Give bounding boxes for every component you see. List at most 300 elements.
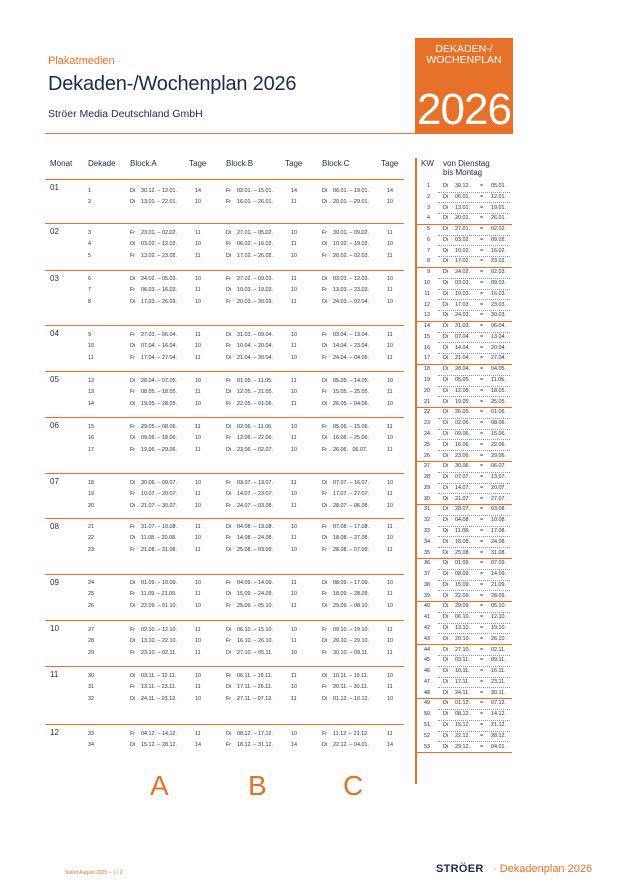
kw-row: [0, 332, 624, 343]
dekade: 24: [88, 580, 94, 586]
dekade: 2: [88, 199, 91, 206]
kw-sep: =: [480, 463, 484, 470]
kw-from: 03.03.: [455, 280, 470, 287]
block-a-range: 07.04. – 16.04.: [141, 343, 177, 350]
block-a-tage: 10: [195, 638, 201, 645]
kw-day: Di: [443, 409, 449, 416]
block-a-tage: 11: [195, 230, 201, 236]
kw-number: 44: [424, 646, 430, 653]
kw-sep: =: [480, 484, 484, 491]
dekade: 3: [88, 230, 91, 236]
block-a-tage: 14: [195, 742, 201, 749]
kw-sep: =: [480, 204, 484, 211]
block-a-range: 19.06. – 29.06.: [141, 446, 177, 453]
block-c-range: 09.10. – 19.10.: [333, 627, 369, 633]
kw-to: 30.03.: [491, 312, 506, 319]
kw-day: Di: [443, 581, 449, 588]
block-a-tage: 11: [195, 627, 201, 633]
block-b-range: 25.09. – 05.10.: [237, 602, 273, 609]
dekade: 18: [88, 480, 94, 486]
kw-to: 16.03.: [491, 290, 506, 297]
kw-to: 20.04.: [491, 344, 506, 351]
block-a-range: 06.03. – 16.03.: [141, 287, 177, 294]
kw-sep: =: [480, 409, 484, 416]
kw-to: 16.11.: [491, 668, 506, 675]
kw-sep: =: [480, 215, 484, 222]
kw-number: 28: [424, 474, 430, 481]
block-a-day: Di: [130, 742, 136, 749]
kw-row: [0, 407, 624, 418]
kw-day: Di: [443, 646, 449, 653]
kw-row: [0, 591, 624, 602]
company-name: Ströer Media Deutschland GmbH: [48, 108, 203, 120]
dekade: 7: [88, 287, 91, 294]
block-a-range: 30.12. – 12.01.: [141, 188, 177, 194]
block-c-day: Fr: [322, 354, 328, 361]
block-c-tage: 10: [387, 298, 393, 305]
block-b-day: Di: [226, 424, 232, 430]
kw-number: 22: [424, 409, 430, 416]
block-a-range: 13.02. – 23.02.: [141, 252, 177, 259]
kw-row: [0, 645, 624, 656]
kw-sep: =: [480, 538, 484, 545]
block-c-day: Di: [322, 535, 328, 542]
kw-from: 21.04.: [455, 355, 470, 362]
block-c-day: Fr: [322, 287, 328, 294]
kw-number: 25: [424, 441, 430, 448]
dekade: 1: [88, 188, 91, 194]
kw-from: 29.09.: [455, 603, 470, 610]
block-a-day: Di: [130, 343, 136, 350]
block-c-tage: 11: [387, 287, 393, 294]
dekade: 32: [88, 695, 94, 702]
block-b-range: 27.02. – 09.03.: [237, 276, 273, 282]
block-c-day: Di: [322, 298, 328, 305]
dekade: 26: [88, 602, 94, 609]
kw-number: 23: [424, 420, 430, 427]
kw-to: 19.01.: [491, 204, 506, 211]
kw-row: [0, 343, 624, 354]
month-label: 02: [50, 227, 59, 236]
block-a-range: 22.09. – 01.10.: [141, 602, 177, 609]
block-b-range: 18.12. – 31.12.: [237, 742, 273, 749]
dekade: 29: [88, 649, 94, 656]
block-c-day: Di: [322, 343, 328, 350]
kw-row: [0, 278, 624, 289]
kw-day: Di: [443, 366, 449, 373]
block-a-day: Fr: [130, 546, 136, 553]
kw-from: 22.09.: [455, 592, 470, 599]
block-b-tage: 11: [291, 535, 297, 542]
block-c-tage: 10: [387, 241, 393, 248]
block-b-day: Fr: [226, 199, 232, 206]
block-a-day: Fr: [130, 287, 136, 294]
block-c-range: 18.08. – 27.08.: [333, 535, 369, 542]
block-b-tage: 11: [291, 480, 297, 486]
kw-number: 40: [424, 603, 430, 610]
kw-to: 28.12.: [491, 732, 506, 739]
kw-sep: =: [480, 280, 484, 287]
block-c-tage: 10: [387, 400, 393, 407]
block-b-range: 15.09. – 24.09.: [237, 591, 273, 598]
kw-day: Di: [443, 430, 449, 437]
kw-day: Di: [443, 387, 449, 394]
kw-number: 13: [424, 312, 430, 319]
kw-to: 11.05.: [491, 377, 506, 384]
kw-day: Di: [443, 452, 449, 459]
kw-from: 29.12.: [455, 743, 470, 750]
kw-row: [0, 289, 624, 300]
block-a-tage: 10: [195, 695, 201, 702]
block-a-day: Di: [130, 602, 136, 609]
block-c-range: 29.09. – 08.10.: [333, 602, 369, 609]
kw-to: 18.05.: [491, 387, 506, 394]
dekade: 15: [88, 424, 94, 430]
block-a-day: Fr: [130, 627, 136, 633]
block-b-tage: 10: [291, 446, 297, 453]
block-b-range: 17.02. – 26.02.: [237, 252, 273, 259]
block-a-day: Di: [130, 580, 136, 586]
kw-month-separator: [416, 752, 512, 753]
kw-from: 14.07.: [455, 484, 470, 491]
dekade: 17: [88, 446, 94, 453]
block-c-day: Fr: [322, 230, 328, 236]
month-label: 12: [50, 728, 59, 737]
block-a-tage: 10: [195, 602, 201, 609]
block-b-tage: 10: [291, 491, 297, 498]
kw-to: 13.07.: [491, 474, 506, 481]
block-c-tage: 11: [387, 252, 393, 259]
block-a-tage: 11: [195, 491, 201, 498]
block-b-day: Di: [226, 332, 232, 338]
kw-to: 21.12.: [491, 722, 506, 728]
block-a-day: Di: [130, 400, 136, 407]
kw-to: 06.04.: [491, 323, 506, 330]
kw-sep: =: [480, 312, 484, 319]
block-b-range: 25.08. – 03.09.: [237, 546, 273, 553]
dekade: 23: [88, 546, 94, 553]
kw-sep: =: [480, 711, 484, 718]
kw-row: [0, 386, 624, 397]
block-c-range: 11.12. – 21.12.: [333, 731, 369, 737]
kw-sep: =: [480, 635, 484, 642]
kw-to: 21.09.: [491, 581, 506, 588]
block-b-tage: 11: [291, 673, 297, 679]
block-b-day: Fr: [226, 298, 232, 305]
block-b-range: 16.10. – 26.10.: [237, 638, 273, 645]
block-c-day: Fr: [322, 491, 328, 498]
block-c-range: 13.03. – 23.03.: [333, 287, 369, 294]
block-a-tage: 11: [195, 591, 201, 598]
dekade: 22: [88, 535, 94, 542]
kw-sep: =: [480, 301, 484, 308]
kw-from: 17.03.: [455, 301, 470, 308]
block-a-day: Fr: [130, 230, 136, 236]
block-c-tage: 10: [387, 480, 393, 486]
block-c-range: 20.10. – 29.10.: [333, 638, 369, 645]
block-a-tage: 11: [195, 424, 201, 430]
block-c-tage: 11: [387, 332, 393, 338]
block-c-range: 28.08. – 07.09.: [333, 546, 369, 553]
block-a-tage: 10: [195, 435, 201, 442]
kw-to: 07.12.: [491, 700, 506, 707]
block-c-tage: 10: [387, 535, 393, 542]
kw-row: [0, 235, 624, 246]
block-a-range: 23.01. – 02.02.: [141, 230, 177, 236]
block-b-tage: 10: [291, 424, 297, 430]
kw-day: Di: [443, 549, 449, 556]
kw-number: 5: [427, 226, 430, 233]
dekade: 14: [88, 400, 94, 407]
block-a-tage: 11: [195, 287, 201, 294]
kw-number: 3: [427, 204, 430, 211]
month-label: 09: [50, 578, 59, 587]
kw-day: Di: [443, 484, 449, 491]
col-header-tage-b: Tage: [285, 159, 303, 168]
block-c-range: 26.05. – 04.06.: [333, 400, 369, 407]
block-c-tage: 10: [387, 343, 393, 350]
kw-sep: =: [480, 722, 484, 728]
kw-from: 10.03.: [455, 290, 470, 297]
kw-sep: =: [480, 398, 484, 405]
kw-to: 23.11.: [491, 678, 506, 685]
block-c-tage: 11: [387, 524, 393, 530]
kw-sep: =: [480, 474, 484, 481]
kw-number: 7: [427, 247, 430, 254]
kw-sep: =: [480, 560, 484, 567]
kw-to: 20.07.: [491, 484, 506, 491]
kw-from: 11.08.: [455, 527, 470, 534]
month-label: 07: [50, 477, 59, 486]
block-c-tage: 11: [387, 627, 393, 633]
kw-from: 24.02.: [455, 269, 470, 276]
kw-to: 27.07.: [491, 495, 506, 502]
kw-day: Di: [443, 269, 449, 276]
block-b-tage: 11: [291, 435, 297, 442]
month-label: 04: [50, 329, 59, 338]
kw-from: 17.02.: [455, 258, 470, 265]
kw-row: [0, 580, 624, 591]
kw-day: Di: [443, 689, 449, 696]
block-c-range: 24.04. – 04.05.: [333, 354, 369, 361]
kw-row: [0, 451, 624, 462]
kw-from: 01.12.: [455, 700, 470, 707]
block-b-day: Di: [226, 287, 232, 294]
kw-sep: =: [480, 333, 484, 340]
block-b-tage: 11: [291, 276, 297, 282]
block-a-day: Fr: [130, 731, 136, 737]
year-badge: [415, 38, 513, 134]
block-b-tage: 10: [291, 524, 297, 530]
kw-day: Di: [443, 323, 449, 330]
block-b-day: Di: [226, 731, 232, 737]
col-header-tage-a: Tage: [189, 159, 207, 168]
dekade: 20: [88, 502, 94, 509]
block-c-tage: 10: [387, 276, 393, 282]
kw-sep: =: [480, 323, 484, 330]
col-header-block-c: Block C: [322, 159, 350, 168]
block-a-range: 03.02. – 12.02.: [141, 241, 177, 248]
block-b-day: Fr: [226, 343, 232, 350]
block-c-range: 22.12. – 04.01.: [333, 742, 369, 749]
block-c-day: Di: [322, 502, 328, 509]
kw-day: Di: [443, 743, 449, 750]
kw-number: 1: [427, 183, 430, 189]
kw-sep: =: [480, 495, 484, 502]
kw-row: [0, 300, 624, 311]
kw-from: 12.05.: [455, 387, 470, 394]
kw-to: 14.09.: [491, 571, 506, 578]
block-c-range: 07.07. – 16.07.: [333, 480, 369, 486]
kw-from: 09.06.: [455, 430, 470, 437]
block-a-range: 24.02. – 05.03.: [141, 276, 177, 282]
block-a-tage: 10: [195, 199, 201, 206]
kw-to: 24.08.: [491, 538, 506, 545]
kw-number: 31: [424, 506, 430, 513]
footer-title: · Dekadenplan 2026: [493, 863, 593, 875]
kw-from: 23.06.: [455, 452, 470, 459]
block-a-tage: 10: [195, 298, 201, 305]
block-a-day: Di: [130, 502, 136, 509]
block-c-tage: 11: [387, 684, 393, 691]
block-c-range: 20.02. – 02.03.: [333, 252, 369, 259]
header-divider: [45, 133, 415, 134]
kw-sep: =: [480, 420, 484, 427]
kw-number: 51: [424, 722, 430, 728]
block-b-tage: 11: [291, 502, 297, 509]
kw-row: [0, 267, 624, 278]
block-a-day: Di: [130, 188, 136, 194]
kw-number: 47: [424, 678, 430, 685]
kw-day: Di: [443, 301, 449, 308]
kw-from: 27.10.: [455, 646, 470, 653]
dekade: 28: [88, 638, 94, 645]
block-b-day: Fr: [226, 673, 232, 679]
kw-from: 26.05.: [455, 409, 470, 416]
kw-row: [0, 472, 624, 483]
kw-to: 22.06.: [491, 441, 506, 448]
block-b-range: 20.03. – 30.03.: [237, 298, 273, 305]
kw-to: 03.08.: [491, 506, 506, 513]
block-c-day: Di: [322, 378, 328, 384]
block-c-range: 17.07. – 27.07.: [333, 491, 369, 498]
block-b-day: Di: [226, 627, 232, 633]
col-header-monat: Monat: [50, 159, 73, 168]
kw-row: [0, 504, 624, 515]
month-label: 03: [50, 274, 59, 283]
block-a-day: Di: [130, 480, 136, 486]
block-b-tage: 11: [291, 241, 297, 248]
block-b-tage: 14: [291, 742, 297, 749]
kw-day: Di: [443, 236, 449, 243]
block-a-range: 13.01. – 22.01.: [141, 199, 177, 206]
month-label: 11: [50, 670, 59, 679]
kw-day: Di: [443, 463, 449, 470]
kw-day: Di: [443, 668, 449, 675]
block-a-range: 15.12. – 28.12.: [141, 742, 177, 749]
dekade: 6: [88, 276, 91, 282]
block-c-day: Di: [322, 241, 328, 248]
kw-from: 03.02.: [455, 236, 470, 243]
kw-from: 06.10.: [455, 614, 470, 621]
block-a-tage: 11: [195, 524, 201, 530]
kw-row: [0, 418, 624, 429]
dekade: 4: [88, 241, 91, 248]
kw-number: 37: [424, 571, 430, 578]
block-a-range: 01.09. – 10.09.: [141, 580, 177, 586]
kw-day: Di: [443, 527, 449, 534]
block-c-range: 28.07. – 06.08.: [333, 502, 369, 509]
block-c-tage: 14: [387, 742, 393, 749]
block-b-day: Di: [226, 230, 232, 236]
block-a-day: Di: [130, 695, 136, 702]
block-a-day: Di: [130, 535, 136, 542]
kw-sep: =: [480, 441, 484, 448]
block-c-range: 03.03. – 12.03.: [333, 276, 369, 282]
dekade: 16: [88, 435, 94, 442]
block-b-tage: 11: [291, 695, 297, 702]
kw-sep: =: [480, 290, 484, 297]
kw-number: 17: [424, 355, 430, 362]
block-a-tage: 11: [195, 252, 201, 259]
block-b-day: Di: [226, 546, 232, 553]
block-a-tage: 10: [195, 673, 201, 679]
block-a-tage: 10: [195, 343, 201, 350]
kw-row: [0, 203, 624, 214]
kw-sep: =: [480, 344, 484, 351]
block-c-day: Fr: [322, 332, 328, 338]
kw-day: Di: [443, 538, 449, 545]
block-c-range: 08.09. – 17.09.: [333, 580, 369, 586]
kw-from: 18.08.: [455, 538, 470, 545]
block-a-day: Fr: [130, 684, 136, 691]
block-a-range: 23.10. – 02.11.: [141, 649, 177, 656]
kw-sep: =: [480, 430, 484, 437]
block-c-tage: 11: [387, 354, 393, 361]
kw-from: 05.05.: [455, 377, 470, 384]
block-a-tage: 11: [195, 389, 201, 396]
block-c-day: Fr: [322, 252, 328, 259]
kw-sep: =: [480, 355, 484, 362]
block-b-day: Fr: [226, 276, 232, 282]
kw-day: Di: [443, 678, 449, 685]
block-b-day: Fr: [226, 435, 232, 442]
kw-sep: =: [480, 377, 484, 384]
block-c-range: 30.01. – 09.02.: [333, 230, 369, 236]
kw-day: Di: [443, 517, 449, 524]
kw-from: 25.08.: [455, 549, 470, 556]
kw-number: 24: [424, 430, 430, 437]
block-c-tage: 10: [387, 378, 393, 384]
kw-number: 19: [424, 377, 430, 384]
block-b-range: 06.10. – 15.10.: [237, 627, 273, 633]
block-a-day: Di: [130, 378, 136, 384]
block-c-range: 05.06. – 15.06.: [333, 424, 369, 430]
kw-from: 15.12.: [455, 722, 470, 728]
kw-to: 02.11.: [491, 646, 506, 653]
block-c-day: Di: [322, 199, 328, 206]
kw-day: Di: [443, 560, 449, 567]
block-c-tage: 11: [387, 424, 393, 430]
block-c-tage: 10: [387, 638, 393, 645]
kw-from: 08.09.: [455, 571, 470, 578]
block-b-tage: 11: [291, 602, 297, 609]
dekade: 31: [88, 684, 94, 691]
kw-from: 19.05.: [455, 398, 470, 405]
block-b-tage: 10: [291, 332, 297, 338]
month-label: 05: [50, 375, 59, 384]
block-a-day: Fr: [130, 389, 136, 396]
